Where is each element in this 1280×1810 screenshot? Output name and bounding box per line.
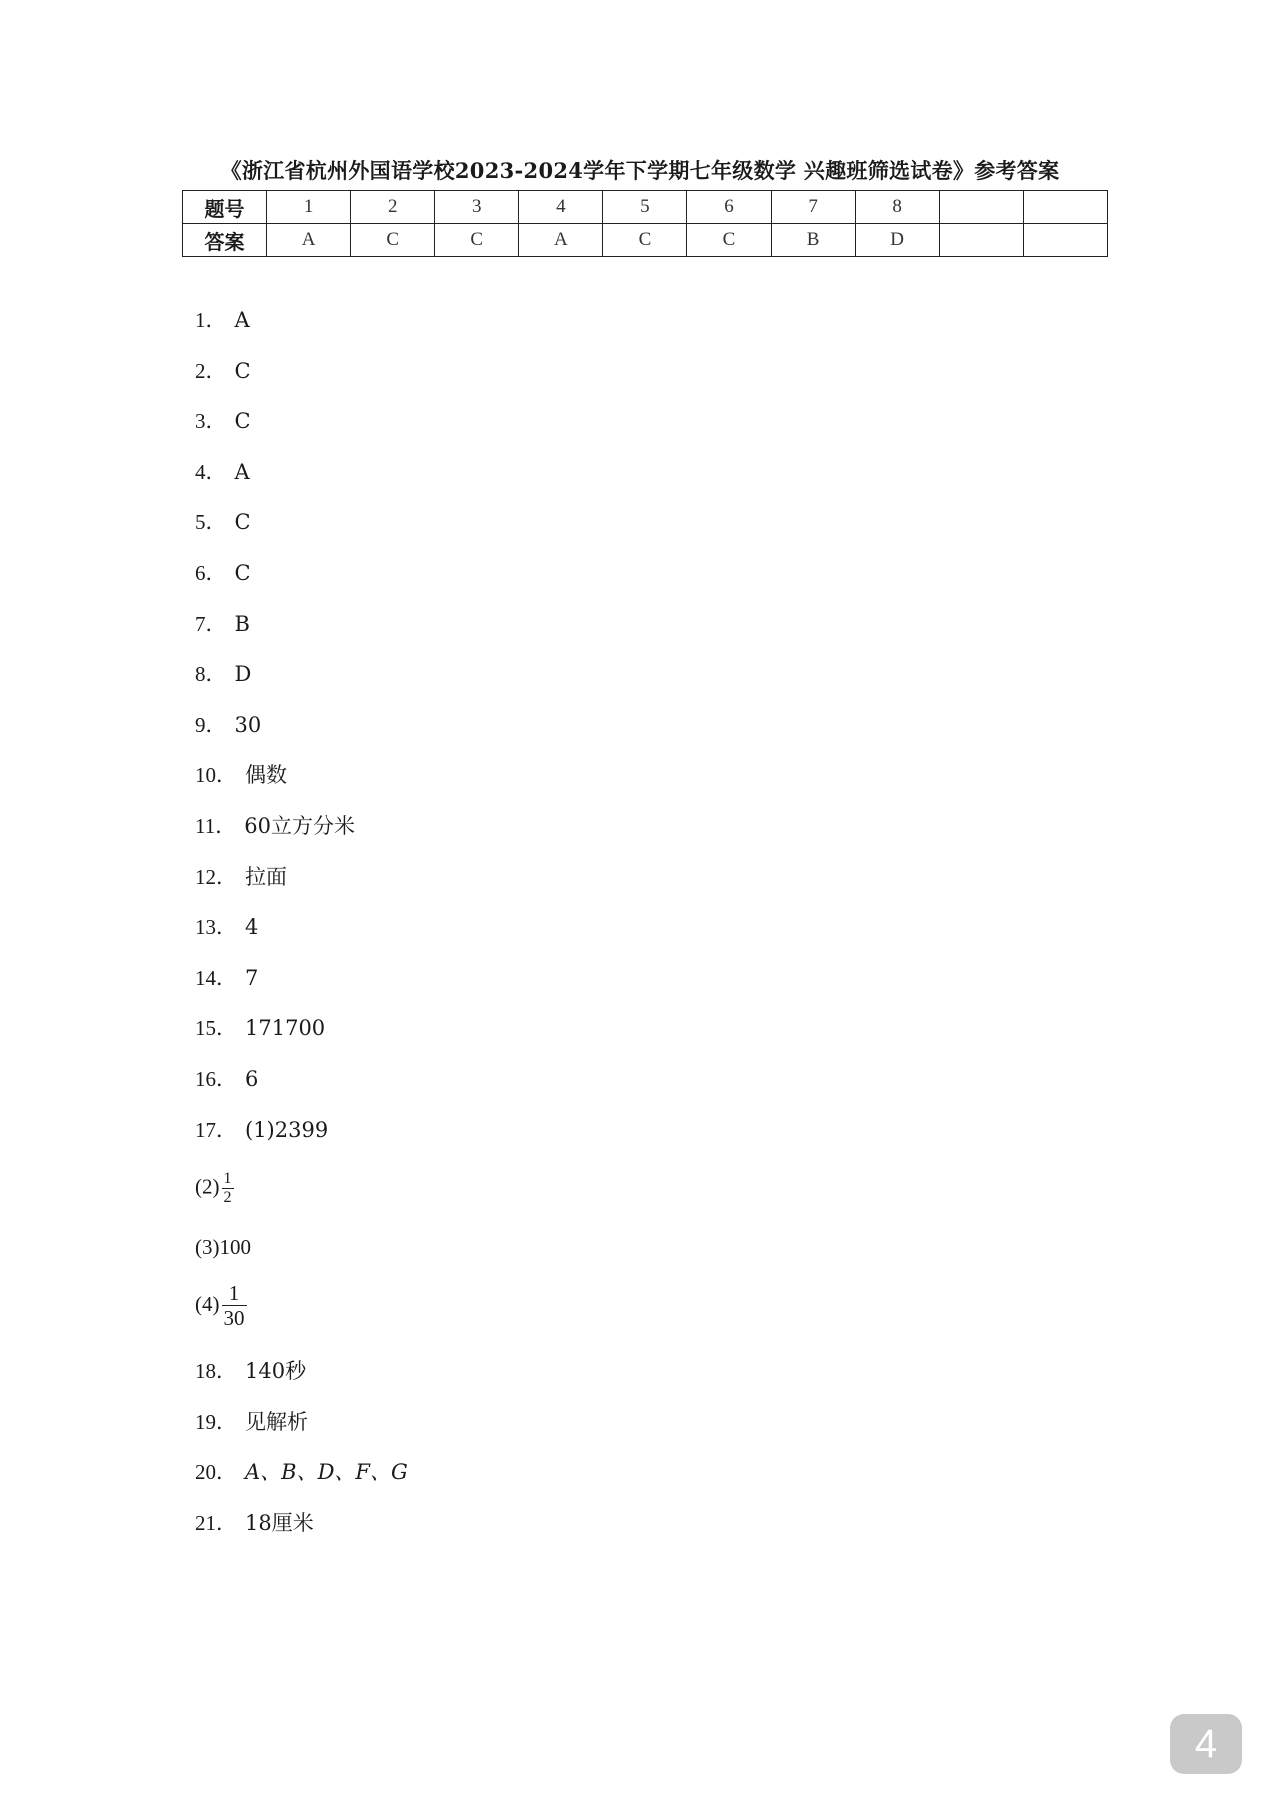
answer-item [195, 403, 355, 454]
page-title: 《浙江省杭州外国语学校2023-2024学年下学期七年级数学 兴趣班筛选试卷》参考答案 [220, 158, 1060, 183]
fraction [222, 1282, 247, 1330]
answer-value: A [234, 308, 250, 332]
answer-cell [1023, 224, 1107, 257]
answer-item [195, 555, 355, 606]
answer-cell: D [855, 224, 939, 257]
answer-value: 偶数 [245, 763, 287, 788]
question-number-cell: 3 [435, 191, 519, 224]
q17-part2-label: (2) [195, 1174, 220, 1199]
answer-number: 5． [195, 510, 227, 535]
answer-value: 171700 [245, 1016, 326, 1041]
q17-part4 [195, 1282, 247, 1330]
answer-number: 14． [195, 965, 237, 990]
answer-number: 9． [195, 712, 227, 737]
q17-part2 [195, 1170, 234, 1207]
answer-number: 21． [195, 1510, 237, 1535]
question-number-row [183, 191, 1108, 224]
question-number-cell [1023, 191, 1107, 224]
answer-number: 8． [195, 662, 227, 687]
answer-item [195, 757, 355, 808]
answer-cell: A [519, 224, 603, 257]
answer-value: A [234, 459, 250, 484]
answer-number: 10． [195, 763, 237, 788]
answer-value: 18厘米 [245, 1510, 314, 1535]
answer-value: 4 [245, 915, 259, 940]
answer-number: 18． [195, 1359, 237, 1383]
answer-number: 13． [195, 915, 237, 940]
answer-item [195, 960, 355, 1011]
header-cell-answer: 答案 [183, 224, 267, 257]
answer-value: 60立方分米 [244, 813, 355, 838]
answer-number: 15． [195, 1016, 237, 1041]
question-number-cell: 4 [519, 191, 603, 224]
answer-number: 12． [195, 864, 237, 889]
answer-cell: C [351, 224, 435, 257]
q17-part3: (3)100 [195, 1235, 251, 1259]
answer-cell: B [771, 224, 855, 257]
answer-value: D [234, 662, 252, 687]
fraction-numerator: 1 [222, 1282, 247, 1306]
fraction-denominator: 30 [223, 1306, 245, 1331]
answer-item [195, 909, 355, 960]
question-number-cell: 1 [267, 191, 351, 224]
answer-number: 3． [195, 409, 227, 434]
answer-value: 见解析 [245, 1409, 308, 1434]
answer-item [195, 504, 355, 555]
answer-item [195, 859, 355, 910]
answer-item [195, 1353, 408, 1404]
question-number-cell: 6 [687, 191, 771, 224]
answer-value: C [234, 358, 251, 383]
answer-number: 1． [195, 308, 227, 332]
answer-item [195, 606, 355, 657]
answer-number: 2． [195, 358, 227, 383]
answer-value: C [234, 409, 251, 434]
answer-cell: A [267, 224, 351, 257]
answer-item [195, 454, 355, 505]
answer-cell: C [687, 224, 771, 257]
question-number-cell: 8 [855, 191, 939, 224]
answer-number: 20． [195, 1460, 237, 1485]
fraction-denominator: 2 [223, 1188, 232, 1206]
answer-item [195, 1404, 408, 1455]
answer-value: 140秒 [245, 1359, 307, 1383]
answer-row [183, 224, 1108, 257]
header-cell-question-number: 题号 [183, 191, 267, 224]
answer-list [195, 302, 355, 1162]
answer-key-table [182, 190, 1108, 257]
question-number-cell: 2 [351, 191, 435, 224]
answer-value: (1)2399 [245, 1117, 329, 1142]
fraction [222, 1170, 234, 1207]
answer-value: C [234, 560, 251, 585]
answer-item [195, 707, 355, 758]
answer-number: 17． [195, 1117, 237, 1142]
answer-value: C [234, 510, 251, 535]
answer-value: A、B、D、F、G [245, 1460, 408, 1485]
answer-cell: C [435, 224, 519, 257]
answer-item [195, 1061, 355, 1112]
answer-value: 30 [234, 712, 262, 737]
answer-list-tail [195, 1353, 408, 1555]
question-number-cell [939, 191, 1023, 224]
answer-item [195, 1505, 408, 1556]
q17-part4-label: (4) [195, 1291, 220, 1316]
answer-item [195, 808, 355, 859]
fraction-numerator: 1 [223, 1170, 232, 1187]
answer-item [195, 353, 355, 404]
question-number-cell: 7 [771, 191, 855, 224]
question-number-cell: 5 [603, 191, 687, 224]
answer-item [195, 1112, 355, 1163]
answer-item [195, 302, 355, 353]
answer-number: 19． [195, 1409, 237, 1434]
answer-number: 6． [195, 560, 227, 585]
answer-value: 7 [245, 965, 259, 990]
answer-number: 7． [195, 611, 227, 636]
answer-cell [939, 224, 1023, 257]
answer-value: 拉面 [245, 864, 287, 889]
answer-number: 11． [195, 813, 237, 838]
answer-item [195, 656, 355, 707]
answer-item [195, 1010, 355, 1061]
answer-value: B [234, 611, 250, 636]
page-number-badge: 4 [1170, 1714, 1242, 1774]
answer-number: 4． [195, 459, 227, 484]
answer-item [195, 1454, 408, 1505]
answer-cell: C [603, 224, 687, 257]
answer-number: 16． [195, 1066, 237, 1091]
answer-value: 6 [245, 1066, 259, 1091]
